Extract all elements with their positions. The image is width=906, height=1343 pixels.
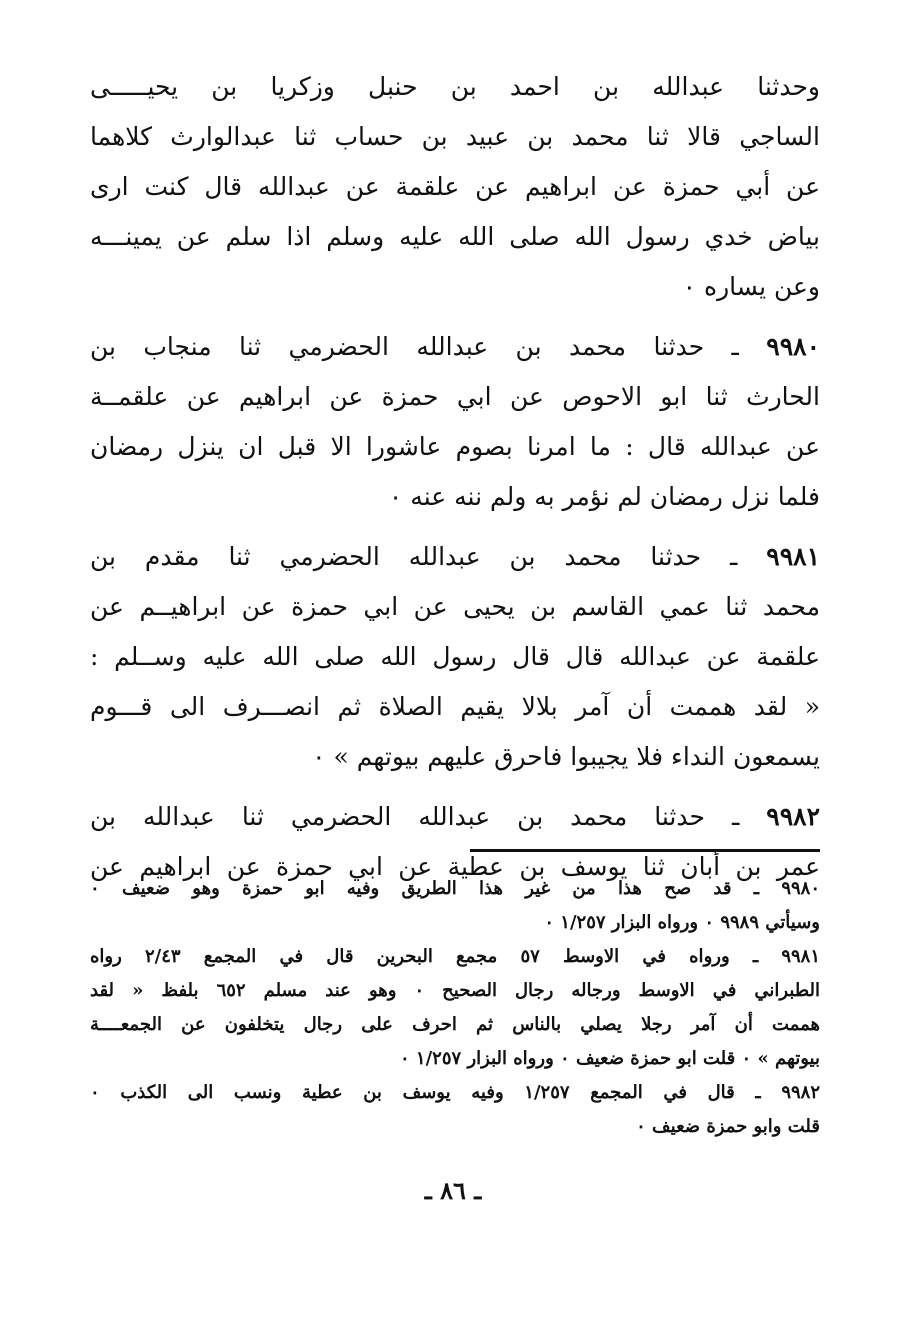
- main-text: [90, 62, 820, 892]
- footnote-9981: [90, 940, 820, 1076]
- footnote-line: ٩٩٨٢ ـ قال في المجمع ١/٢٥٧ وفيه يوسف بن عطية ونسب الى الكذب ٠: [90, 1082, 820, 1103]
- text-line: ٩٩٨٠ ـ حدثنا محمد بن عبدالله الحضرمي ثنا منجاب بن: [90, 332, 820, 361]
- page-number: ـ ٨٦ ـ: [424, 1176, 482, 1205]
- footnote-line: وسيأتي ٩٩٨٩ ٠ ورواه البزار ١/٢٥٧ ٠: [544, 912, 820, 933]
- text-line: عن عبدالله قال : ما امرنا بصوم عاشورا الا قبل ان ينزل رمضان: [90, 432, 820, 461]
- text-line: وحدثنا عبدالله بن احمد بن حنبل وزكريا بن يحيـــــى: [90, 72, 820, 101]
- footnote-line: ٩٩٨٠ ـ قد صح هذا من غير هذا الطريق وفيه ابو حمزة وهو ضعيف ٠: [90, 878, 820, 899]
- footnote-line: قلت وابو حمزة ضعيف ٠: [636, 1116, 820, 1137]
- text-line: فلما نزل رمضان لم نؤمر به ولم ننه عنه ٠: [388, 482, 820, 511]
- text-line: عمر بن أبان ثنا يوسف بن عطية عن ابي حمزة عن ابراهيم عن: [90, 852, 820, 881]
- text-line: الحارث ثنا ابو الاحوص عن ابي حمزة عن ابراهيم عن علقمــة: [90, 382, 820, 411]
- footnote-9982: [90, 1076, 820, 1144]
- text-line: وعن يساره ٠: [682, 272, 820, 301]
- footnote-line: هممت أن آمر رجلا يصلي بالناس ثم احرف على رجال يتخلفون عن الجمعــــة: [90, 1014, 820, 1035]
- text-line: ٩٩٨٢ ـ حدثنا محمد بن عبدالله الحضرمي ثنا عبدالله بن: [90, 802, 820, 831]
- footnote-separator: [470, 849, 820, 852]
- text-line: علقمة عن عبدالله قال قال رسول الله صلى الله عليه وســلم :: [90, 642, 820, 671]
- text-line-content: حدثنا محمد بن عبدالله الحضرمي ثنا مقدم بن: [90, 542, 702, 571]
- footnote-line: بيوتهم » ٠ قلت ابو حمزة ضعيف ٠ ورواه البزار ١/٢٥٧ ٠: [399, 1048, 820, 1069]
- text-line: ٩٩٨١ ـ حدثنا محمد بن عبدالله الحضرمي ثنا مقدم بن: [90, 542, 820, 571]
- footnote-line: الطبراني في الاوسط ورجاله رجال الصحيح ٠ وهو عند مسلم ٦٥٢ بلفظ « لقد: [90, 980, 820, 1001]
- text-line: الساجي قالا ثنا محمد بن عبيد بن حساب ثنا عبدالوارث كلاهما: [90, 122, 820, 151]
- hadith-number: ٩٩٨٠: [766, 332, 820, 361]
- text-line: محمد ثنا عمي القاسم بن يحيى عن ابي حمزة عن ابراهيــم عن: [90, 592, 820, 621]
- hadith-9980: [90, 322, 820, 522]
- text-line: « لقد هممت أن آمر بلالا يقيم الصلاة ثم انصـــرف الى قـــوم: [90, 692, 820, 721]
- hadith-number: ٩٩٨٢: [766, 802, 820, 831]
- text-line: يسمعون النداء فلا يجيبوا فاحرق عليهم بيوتهم » ٠: [312, 742, 820, 771]
- text-line: عن أبي حمزة عن ابراهيم عن علقمة عن عبدالله قال كنت ارى: [90, 172, 820, 201]
- footnote-line: ٩٩٨١ ـ ورواه في الاوسط ٥٧ مجمع البحرين قال في المجمع ٢/٤٣ رواه: [90, 946, 820, 967]
- paragraph-continuation: [90, 62, 820, 312]
- text-line: بياض خدي رسول الله صلى الله عليه وسلم اذا سلم عن يمينـــه: [90, 222, 820, 251]
- text-line-content: حدثنا محمد بن عبدالله الحضرمي ثنا منجاب بن: [90, 332, 705, 361]
- hadith-number: ٩٩٨١: [766, 542, 820, 571]
- text-line-content: حدثنا محمد بن عبدالله الحضرمي ثنا عبدالله بن: [90, 802, 705, 831]
- footnotes: [90, 872, 820, 1144]
- hadith-9981: [90, 532, 820, 782]
- footnote-9980: [90, 872, 820, 940]
